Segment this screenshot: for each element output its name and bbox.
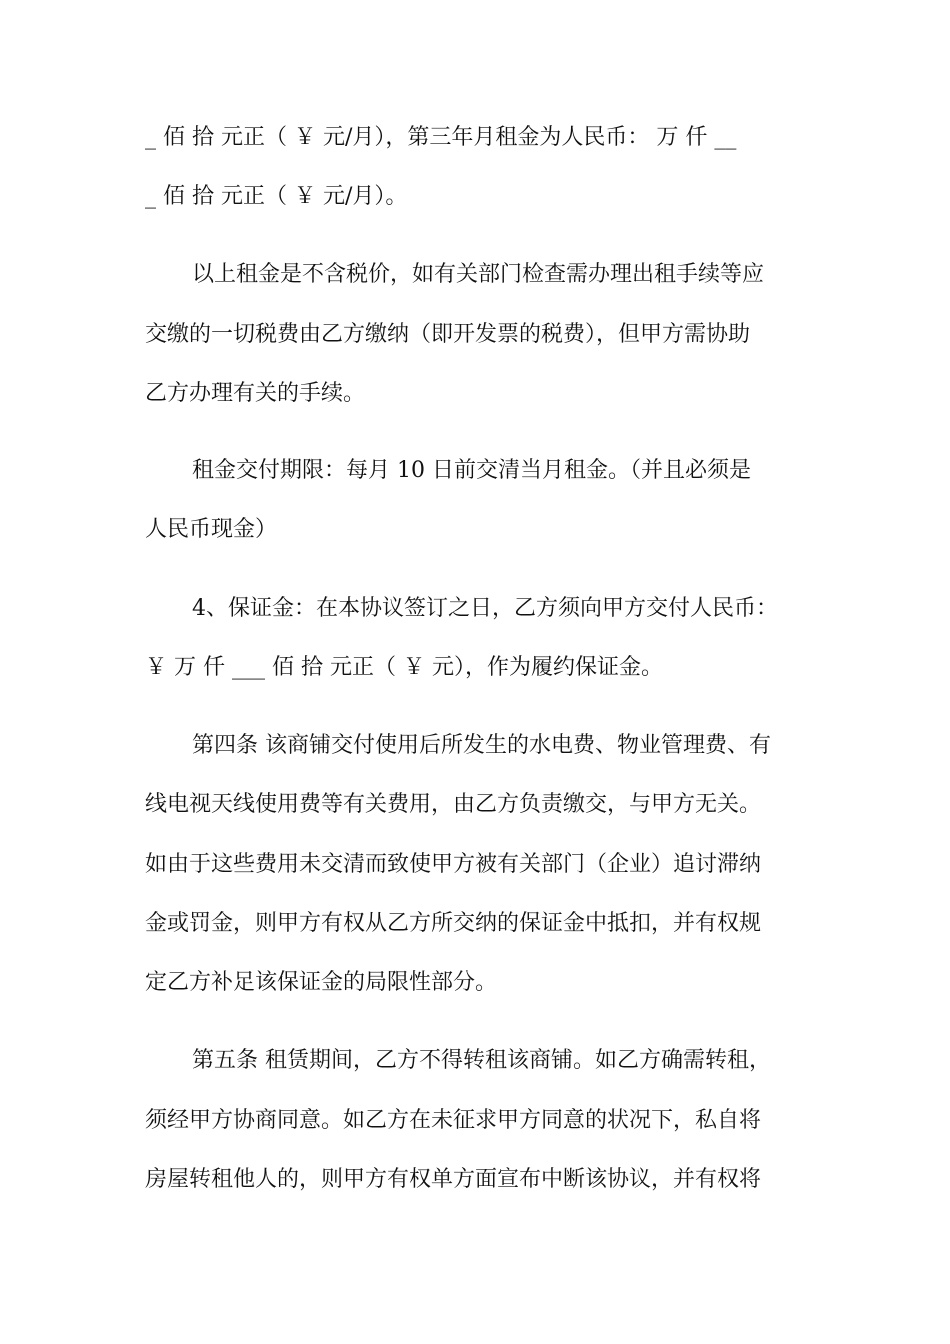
text-line: 线电视天线使用费等有关费用，由乙方负责缴交，与甲方无关。 (145, 792, 762, 817)
text-line: 须经甲方协商同意。如乙方在未征求甲方同意的状况下，私自将 (145, 1108, 762, 1133)
text-line: 房屋转租他人的，则甲方有权单方面宣布中断该协议，并有权将 (145, 1167, 762, 1192)
text-line: 如由于这些费用未交清而致使甲方被有关部门（企业）追讨滞纳 (145, 852, 762, 877)
text-line: _ 佰 拾 元正（ ￥ 元/月），第三年月租金为人民币： 万 仟 __ (145, 125, 737, 150)
paragraph-first-line: 租金交付期限：每月 10 日前交清当月租金。（并且必须是 (192, 458, 751, 483)
text-line: 人民币现金） (145, 517, 278, 542)
paragraph-first-line: 4、保证金：在本协议签订之日，乙方须向甲方交付人民币： (192, 596, 778, 621)
text-line: 交缴的一切税费由乙方缴纳（即开发票的税费），但甲方需协助 (145, 322, 751, 347)
text-line: 定乙方补足该保证金的局限性部分。 (145, 970, 498, 995)
text-line: 乙方办理有关的手续。 (145, 381, 366, 406)
paragraph-first-line: 第四条 该商铺交付使用后所发生的水电费、物业管理费、有 (192, 733, 771, 758)
paragraph-first-line: 以上租金是不含税价，如有关部门检查需办理出租手续等应 (192, 262, 765, 287)
paragraph-first-line: 第五条 租赁期间，乙方不得转租该商铺。如乙方确需转租， (192, 1048, 771, 1073)
text-line: 金或罚金，则甲方有权从乙方所交纳的保证金中抵扣，并有权规 (145, 911, 762, 936)
text-line: _ 佰 拾 元正（ ￥ 元/月）。 (145, 184, 408, 209)
text-line: ￥ 万 仟 ___ 佰 拾 元正（ ￥ 元），作为履约保证金。 (145, 655, 663, 680)
